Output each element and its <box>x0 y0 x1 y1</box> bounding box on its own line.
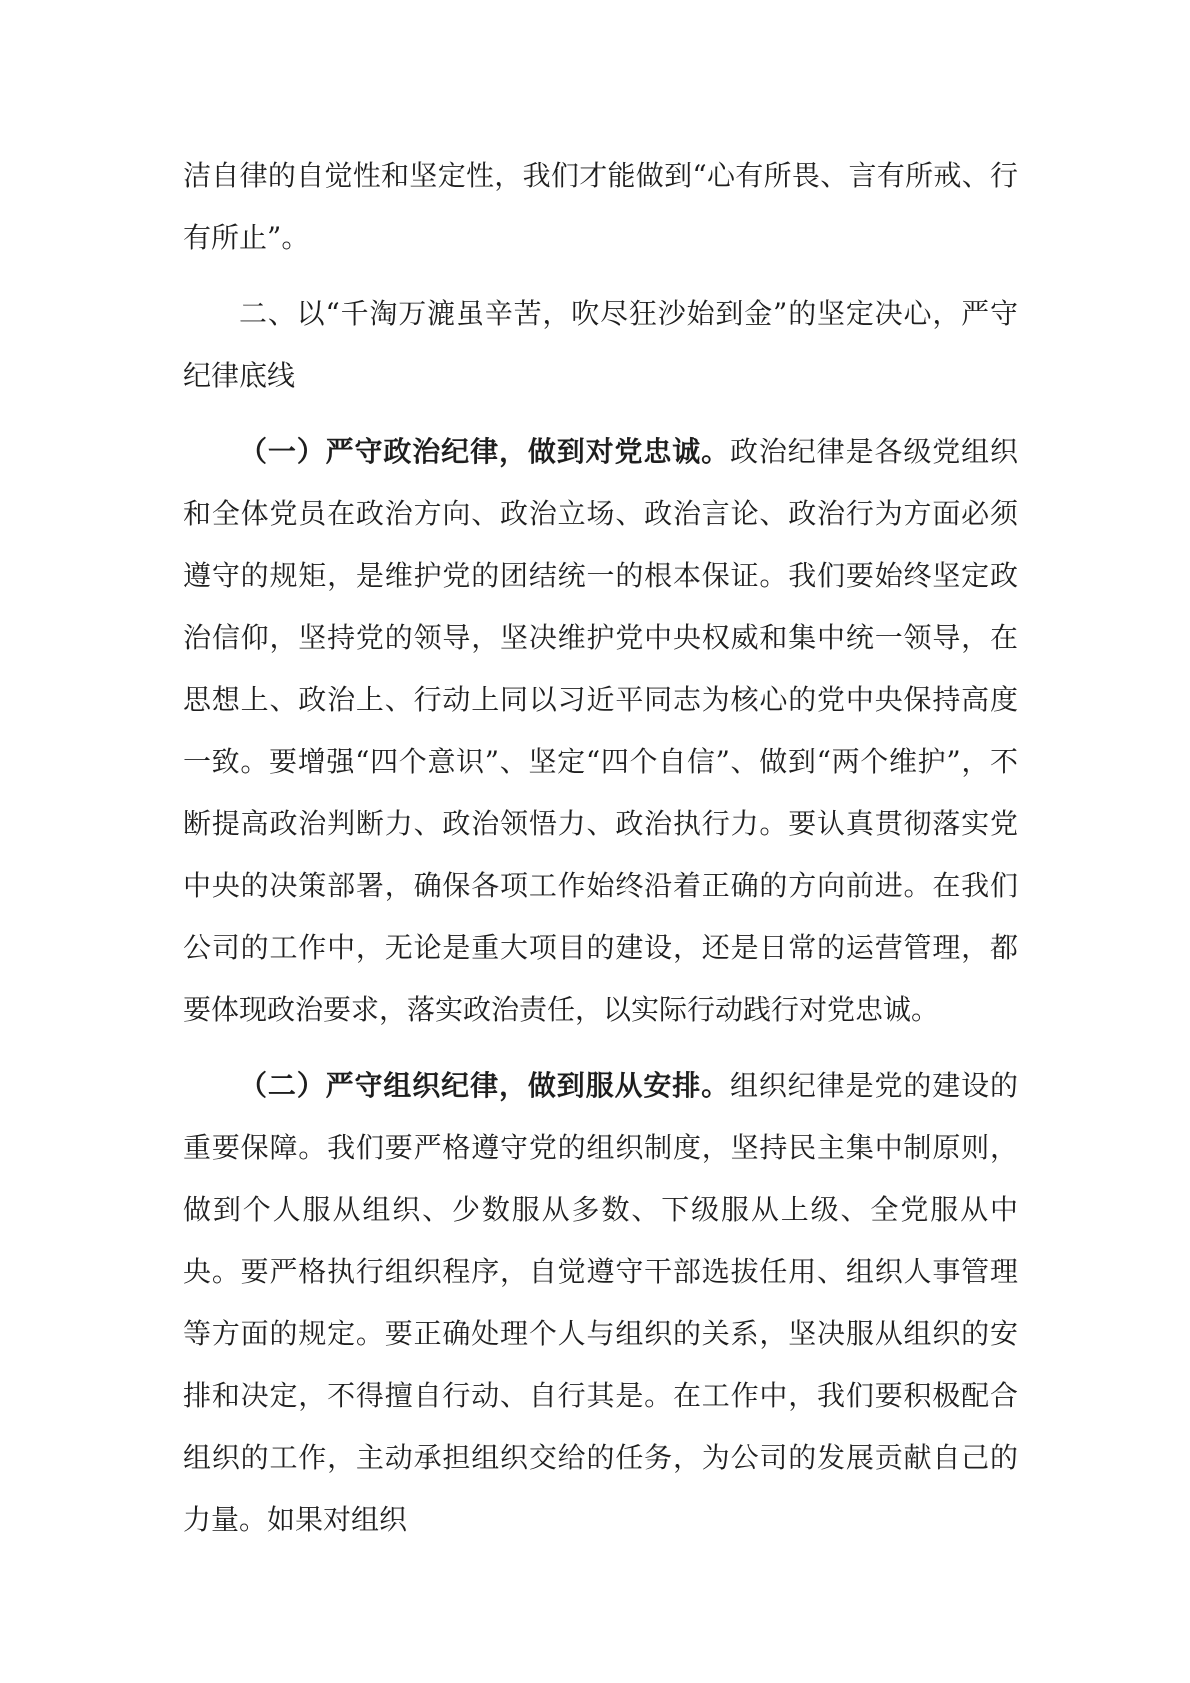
paragraph-lead: （二）严守组织纪律，做到服从安排。 <box>239 1069 731 1102</box>
paragraph-text: 组织纪律是党的建设的重要保障。我们要严格遵守党的组织制度，坚持民主集中制原则，做到个人服从组织、少数服从多数、下级服从上级、全党服从中央。要严格执行组织程序，自觉遵守干部选拔任用、组织人事管理等方面的规定。要正确处理个人与组织的关系，坚决服从组织的安排和决定，不得擅自行动、自行其是。在工作中，我们要积极配合组织的工作，主动承担组织交给的任务，为公司的发展贡献自己的力量。如果对组织 <box>183 1069 1018 1536</box>
document-body <box>183 145 1018 1551</box>
paragraph-organizational-discipline <box>183 1055 1018 1551</box>
paragraph-text: 政治纪律是各级党组织和全体党员在政治方向、政治立场、政治言论、政治行为方面必须遵守的规矩，是维护党的团结统一的根本保证。我们要始终坚定政治信仰，坚持党的领导，坚决维护党中央权威和集中统一领导，在思想上、政治上、行动上同以习近平同志为核心的党中央保持高度一致。要增强“四个意识”、坚定“四个自信”、做到“两个维护”，不断提高政治判断力、政治领悟力、政治执行力。要认真贯彻落实党中央的决策部署，确保各项工作始终沿着正确的方向前进。在我们公司的工作中，无论是重大项目的建设，还是日常的运营管理，都要体现政治要求，落实政治责任，以实际行动践行对党忠诚。 <box>183 435 1018 1026</box>
paragraph-text: 洁自律的自觉性和坚定性，我们才能做到“心有所畏、言有所戒、行有所止”。 <box>183 159 1018 254</box>
paragraph-political-discipline <box>183 421 1018 1041</box>
paragraph-continuation <box>183 145 1018 269</box>
section-heading <box>183 283 1018 407</box>
paragraph-lead: （一）严守政治纪律，做到对党忠诚。 <box>239 435 731 468</box>
section-heading-text: 二、以“千淘万漉虽辛苦，吹尽狂沙始到金”的坚定决心，严守纪律底线 <box>183 297 1018 392</box>
